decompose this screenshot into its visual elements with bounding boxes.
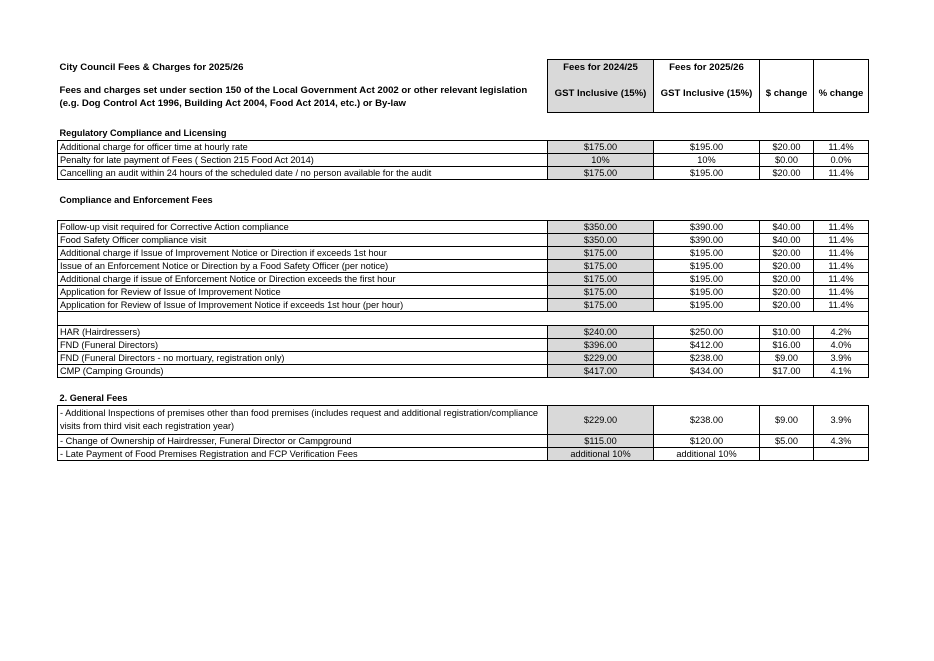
section-title-regulatory: Regulatory Compliance and Licensing bbox=[58, 126, 869, 141]
col-pct-header: % change bbox=[814, 77, 869, 113]
col-old-top-header: Fees for 2024/25 bbox=[548, 60, 654, 77]
col-old-header: GST Inclusive (15%) bbox=[548, 77, 654, 113]
fees-table bbox=[57, 59, 869, 461]
section-title-general: 2. General Fees bbox=[58, 391, 869, 406]
table-row: Issue of an Enforcement Notice or Direction by a Food Safety Officer (per notice) $175.00 $195.00 $20.00 11.4% bbox=[58, 260, 869, 273]
table-row: Additional charge if Issue of Improvement Notice or Direction if exceeds 1st hour $175.00 $195.00 $20.00 11.4% bbox=[58, 247, 869, 260]
table-row: - Additional Inspections of premises other than food premises (includes request and additional registration/compliance visits from third visit each registration year) $229.00 $238.00 $9.00 3.9% bbox=[58, 406, 869, 435]
col-change-top-header bbox=[760, 60, 814, 77]
table-row: Additional charge for officer time at hourly rate $175.00 $195.00 $20.00 11.4% bbox=[58, 141, 869, 154]
col-new-header: GST Inclusive (15%) bbox=[654, 77, 760, 113]
table-row: Additional charge if issue of Enforcement Notice or Direction exceeds the first hour $175.00 $195.00 $20.00 11.4% bbox=[58, 273, 869, 286]
table-row: FND (Funeral Directors) $396.00 $412.00 $16.00 4.0% bbox=[58, 339, 869, 352]
col-change-header: $ change bbox=[760, 77, 814, 113]
table-row: HAR (Hairdressers) $240.00 $250.00 $10.00 4.2% bbox=[58, 326, 869, 339]
table-row: Cancelling an audit within 24 hours of the scheduled date / no person available for the audit $175.00 $195.00 $20.00 11.4% bbox=[58, 167, 869, 180]
page-subtitle: Fees and charges set under section 150 of the Local Government Act 2002 or other relevant legislation (e.g. Dog Control Act 1996, Building Act 2004, Food Act 2014, etc.) or By-law bbox=[59, 84, 528, 109]
table-row: CMP (Camping Grounds) $417.00 $434.00 $17.00 4.1% bbox=[58, 365, 869, 378]
table-row: FND (Funeral Directors - no mortuary, registration only) $229.00 $238.00 $9.00 3.9% bbox=[58, 352, 869, 365]
fees-sheet bbox=[57, 59, 868, 461]
table-row: Application for Review of Issue of Improvement Notice $175.00 $195.00 $20.00 11.4% bbox=[58, 286, 869, 299]
table-row: Food Safety Officer compliance visit $350.00 $390.00 $40.00 11.4% bbox=[58, 234, 869, 247]
table-row: Application for Review of Issue of Improvement Notice if exceeds 1st hour (per hour) $175.00 $195.00 $20.00 11.4% bbox=[58, 299, 869, 312]
table-row: - Change of Ownership of Hairdresser, Funeral Director or Campground $115.00 $120.00 $5.00 4.3% bbox=[58, 435, 869, 448]
table-row: Follow-up visit required for Corrective Action compliance $350.00 $390.00 $40.00 11.4% bbox=[58, 221, 869, 234]
section-title-compliance: Compliance and Enforcement Fees bbox=[59, 195, 213, 205]
table-row: - Late Payment of Food Premises Registration and FCP Verification Fees additional 10% additional 10% bbox=[58, 448, 869, 461]
page-title: City Council Fees & Charges for 2025/26 bbox=[59, 62, 244, 73]
table-row: Penalty for late payment of Fees ( Section 215 Food Act 2014) 10% 10% $0.00 0.0% bbox=[58, 154, 869, 167]
col-pct-top-header bbox=[814, 60, 869, 77]
col-new-top-header: Fees for 2025/26 bbox=[654, 60, 760, 77]
